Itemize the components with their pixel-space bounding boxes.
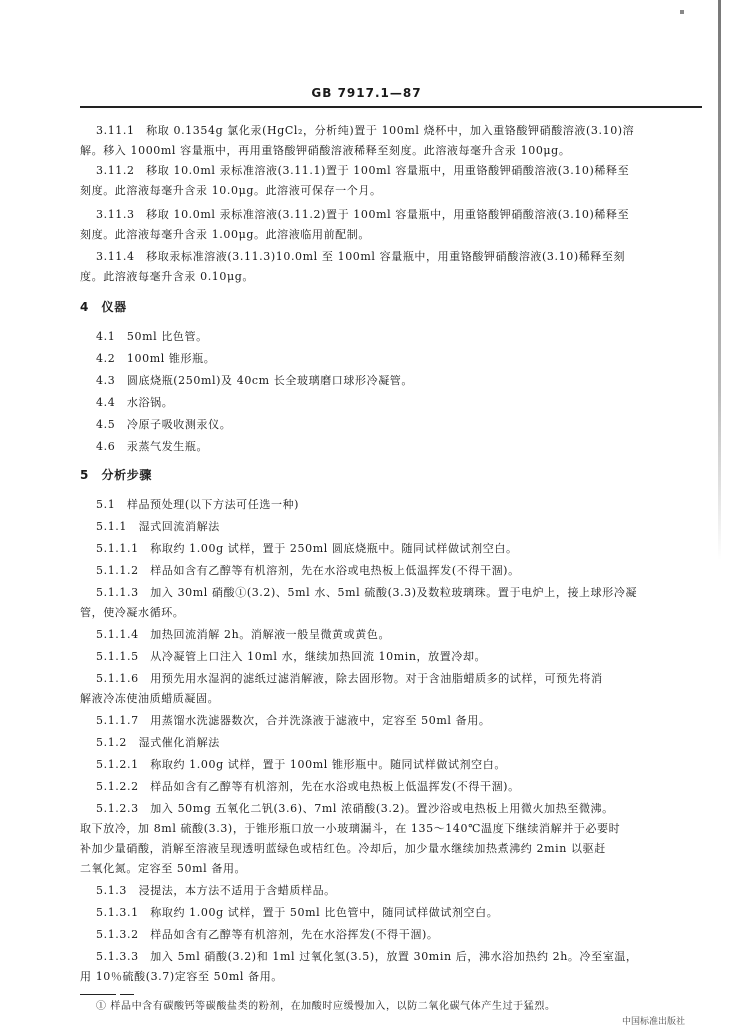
header-rule <box>80 106 702 108</box>
footnote-rule <box>80 994 116 995</box>
para-3-11-1-line1: 3.11.1 称取 0.1354g 氯化汞(HgCl₂，分析纯)置于 100ml 烧杯中，加入重铬酸钾硝酸溶液(3.10)溶 <box>96 124 635 137</box>
item-5-1-1-4: 5.1.1.4 加热回流消解 2h。消解液一般呈微黄或黄色。 <box>96 628 391 641</box>
item-5-1-1-7: 5.1.1.7 用蒸馏水洗滤器数次，合并洗涤液于滤液中，定容至 50ml 备用。 <box>96 714 491 727</box>
item-4-6: 4.6 汞蒸气发生瓶。 <box>96 440 209 453</box>
item-4-4: 4.4 水浴锅。 <box>96 396 174 409</box>
item-5-1-2-3-line3: 补加少量硝酸，消解至溶液呈现透明蓝绿色或桔红色。冷却后，加少量水继续加热煮沸约 2min 以驱赶 <box>80 842 606 855</box>
item-4-1: 4.1 50ml 比色管。 <box>96 330 208 343</box>
item-4-2: 4.2 100ml 锥形瓶。 <box>96 352 216 365</box>
item-5-1-3-2: 5.1.3.2 样品如含有乙醇等有机溶剂，先在水浴挥发(不得干涸)。 <box>96 928 439 941</box>
item-5-1-2: 5.1.2 湿式催化消解法 <box>96 736 220 749</box>
para-3-11-2-line1: 3.11.2 移取 10.0ml 汞标准溶液(3.11.1)置于 100ml 容量瓶中，用重铬酸钾硝酸溶液(3.10)稀释至 <box>96 164 630 177</box>
para-3-11-2-line2: 刻度。此溶液每毫升含汞 10.0μg。此溶液可保存一个月。 <box>80 184 382 197</box>
scan-edge-shadow <box>718 0 721 560</box>
item-5-1-3: 5.1.3 浸提法，本方法不适用于含蜡质样品。 <box>96 884 336 897</box>
footnote: ① 样品中含有碳酸钙等碳酸盐类的粉剂，在加酸时应缓慢加入，以防二氧化碳气体产生过于猛烈。 <box>96 1001 556 1012</box>
item-5-1-1-2: 5.1.1.2 样品如含有乙醇等有机溶剂，先在水浴或电热板上低温挥发(不得干涸)。 <box>96 564 520 577</box>
para-3-11-3-line2: 刻度。此溶液每毫升含汞 1.00μg。此溶液临用前配制。 <box>80 228 370 241</box>
item-5-1-3-3-line1: 5.1.3.3 加入 5ml 硝酸(3.2)和 1ml 过氧化氢(3.5)，放置 30min 后，沸水浴加热约 2h。冷至室温， <box>96 950 638 963</box>
item-5-1-2-1: 5.1.2.1 称取约 1.00g 试样，置于 100ml 锥形瓶中。随同试样做试剂空白。 <box>96 758 506 771</box>
standard-code-header: GB 7917.1—87 <box>311 86 422 100</box>
item-5-1-2-3-line1: 5.1.2.3 加入 50mg 五氧化二钒(3.6)、7ml 浓硝酸(3.2)。置沙浴或电热板上用微火加热至微沸。 <box>96 802 614 815</box>
section-5-heading: 5 分析步骤 <box>80 468 152 482</box>
item-4-5: 4.5 冷原子吸收测汞仪。 <box>96 418 232 431</box>
item-5-1-3-1: 5.1.3.1 称取约 1.00g 试样，置于 50ml 比色管中，随同试样做试剂空白。 <box>96 906 499 919</box>
item-5-1-2-3-line4: 二氧化氮。定容至 50ml 备用。 <box>80 862 247 875</box>
para-3-11-4-line2: 度。此溶液每毫升含汞 0.10μg。 <box>80 270 254 283</box>
item-5-1-2-2: 5.1.2.2 样品如含有乙醇等有机溶剂，先在水浴或电热板上低温挥发(不得干涸)。 <box>96 780 520 793</box>
item-5-1-1: 5.1.1 湿式回流消解法 <box>96 520 220 533</box>
item-5-1-1-6-line1: 5.1.1.6 用预先用水湿润的滤纸过滤消解液，除去固形物。对于含油脂蜡质多的试样，可预先将消 <box>96 672 603 685</box>
para-3-11-4-line1: 3.11.4 移取汞标准溶液(3.11.3)10.0ml 至 100ml 容量瓶中，用重铬酸钾硝酸溶液(3.10)稀释至刻 <box>96 250 626 263</box>
item-4-3: 4.3 圆底烧瓶(250ml)及 40cm 长全玻璃磨口球形冷凝管。 <box>96 374 414 387</box>
item-5-1-1-3-line1: 5.1.1.3 加入 30ml 硝酸①(3.2)、5ml 水、5ml 硫酸(3.3)及数粒玻璃珠。置于电炉上，接上球形冷凝 <box>96 586 638 599</box>
item-5-1-1-1: 5.1.1.1 称取约 1.00g 试样，置于 250ml 圆底烧瓶中。随同试样做试剂空白。 <box>96 542 518 555</box>
section-4-heading: 4 仪器 <box>80 300 127 314</box>
item-5-1-3-3-line2: 用 10％硫酸(3.7)定容至 50ml 备用。 <box>80 970 283 983</box>
para-3-11-1-line2: 解。移入 1000ml 容量瓶中，再用重铬酸钾硝酸溶液稀释至刻度。此溶液每毫升含汞 100μg。 <box>80 144 571 157</box>
footnote-rule-short <box>120 994 134 995</box>
item-5-1-1-5: 5.1.1.5 从冷凝管上口注入 10ml 水，继续加热回流 10min，放置冷却。 <box>96 650 487 663</box>
item-5-1-1-6-line2: 解液冷冻使油质蜡质凝固。 <box>80 692 220 705</box>
item-5-1: 5.1 样品预处理(以下方法可任选一种) <box>96 498 300 511</box>
scan-mark <box>680 10 684 14</box>
publisher-note: 中国标准出版社 <box>622 1017 686 1027</box>
para-3-11-3-line1: 3.11.3 移取 10.0ml 汞标准溶液(3.11.2)置于 100ml 容量瓶中，用重铬酸钾硝酸溶液(3.10)稀释至 <box>96 208 630 221</box>
item-5-1-1-3-line2: 管，使冷凝水循环。 <box>80 606 185 619</box>
item-5-1-2-3-line2: 取下放冷，加 8ml 硫酸(3.3)，于锥形瓶口放一小玻璃漏斗，在 135～140℃温度下继续消解并于必要时 <box>80 822 621 835</box>
